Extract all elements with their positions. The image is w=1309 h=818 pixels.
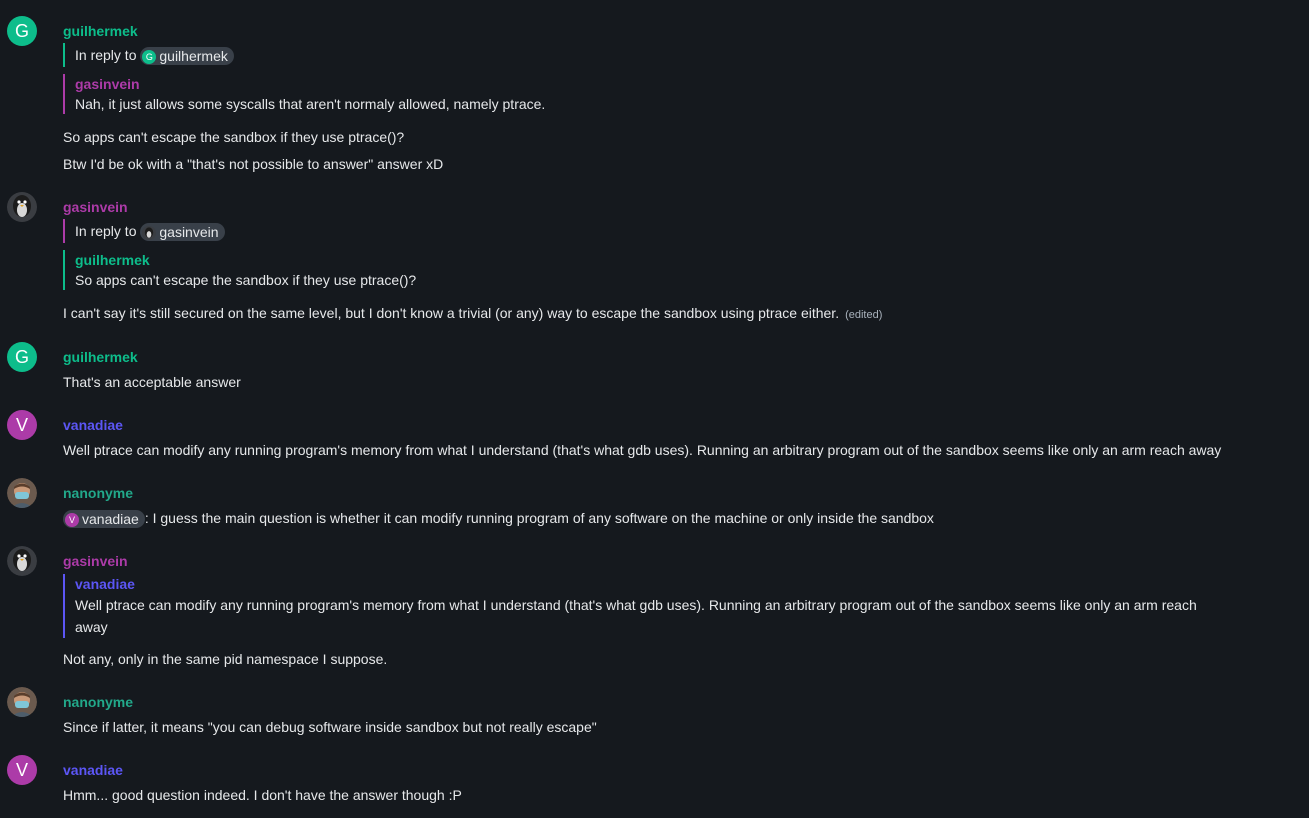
quote-text: away	[75, 619, 108, 635]
message-body: Btw I'd be ok with a "that's not possible to answer" answer xD	[63, 156, 444, 172]
message-body	[63, 509, 934, 528]
message-body: Not any, only in the same pid namespace I suppose.	[63, 651, 388, 667]
masked-person-avatar-icon[interactable]	[7, 687, 37, 717]
reply-prefix: In reply to	[75, 223, 137, 239]
quote-sender[interactable]: guilhermek	[75, 252, 150, 268]
quote-text: Nah, it just allows some syscalls that aren't normaly allowed, namely ptrace.	[75, 96, 546, 112]
quote-sender[interactable]: gasinvein	[75, 76, 140, 92]
pill-avatar: V	[65, 513, 79, 527]
quoted-message[interactable]	[63, 574, 1197, 638]
reply-prefix: In reply to	[75, 47, 137, 63]
tux-penguin-avatar-icon[interactable]	[7, 546, 37, 576]
user-avatar[interactable]: V	[7, 755, 37, 785]
message-body: Well ptrace can modify any running program's memory from what I understand (that's what gdb uses). Running an arbitrary program out of the sandbox seems like only an arm reach away	[63, 442, 1222, 458]
quote-text: So apps can't escape the sandbox if they use ptrace()?	[75, 272, 417, 288]
quote-text: Well ptrace can modify any running program's memory from what I understand (that's what gdb uses). Running an arbitrary program out of the sandbox seems like only an arm reach	[75, 597, 1197, 613]
message-body	[63, 304, 882, 324]
pill-name: gasinvein	[159, 224, 219, 241]
user-mention-pill[interactable]	[63, 510, 145, 528]
quoted-message[interactable]	[63, 74, 545, 114]
sender-name[interactable]: guilhermek	[63, 349, 138, 365]
tux-penguin-avatar-icon	[142, 226, 156, 240]
sender-name[interactable]: vanadiae	[63, 762, 123, 778]
user-pill[interactable]	[140, 47, 233, 65]
edited-marker[interactable]: (edited)	[845, 309, 883, 321]
quoted-message[interactable]	[63, 250, 416, 290]
sender-name[interactable]: guilhermek	[63, 23, 138, 39]
sender-name[interactable]: gasinvein	[63, 199, 128, 215]
message-text: I can't say it's still secured on the same level, but I don't know a trivial (or any) way to escape the sandbox using ptrace either.	[63, 305, 840, 321]
pill-name: guilhermek	[159, 48, 228, 65]
user-avatar[interactable]: G	[7, 342, 37, 372]
reply-to-block[interactable]	[63, 43, 234, 67]
user-avatar[interactable]: G	[7, 16, 37, 46]
user-avatar[interactable]: V	[7, 410, 37, 440]
sender-name[interactable]: gasinvein	[63, 553, 128, 569]
sender-name[interactable]: nanonyme	[63, 485, 134, 501]
pill-name: vanadiae	[82, 511, 139, 528]
sender-name[interactable]: nanonyme	[63, 694, 134, 710]
sender-name[interactable]: vanadiae	[63, 417, 123, 433]
quote-sender[interactable]: vanadiae	[75, 576, 135, 592]
user-pill[interactable]	[140, 223, 224, 241]
message-text: : I guess the main question is whether it can modify running program of any software on the machine or only inside the sandbox	[144, 510, 934, 526]
tux-penguin-avatar-icon[interactable]	[7, 192, 37, 222]
message-body: So apps can't escape the sandbox if they use ptrace()?	[63, 129, 405, 145]
reply-to-block[interactable]	[63, 219, 225, 243]
message-body: Hmm... good question indeed. I don't have the answer though :P	[63, 787, 462, 803]
message-body: Since if latter, it means "you can debug software inside sandbox but not really escape"	[63, 719, 597, 735]
message-body: That's an acceptable answer	[63, 374, 241, 390]
pill-avatar: G	[142, 50, 156, 64]
masked-person-avatar-icon[interactable]	[7, 478, 37, 508]
